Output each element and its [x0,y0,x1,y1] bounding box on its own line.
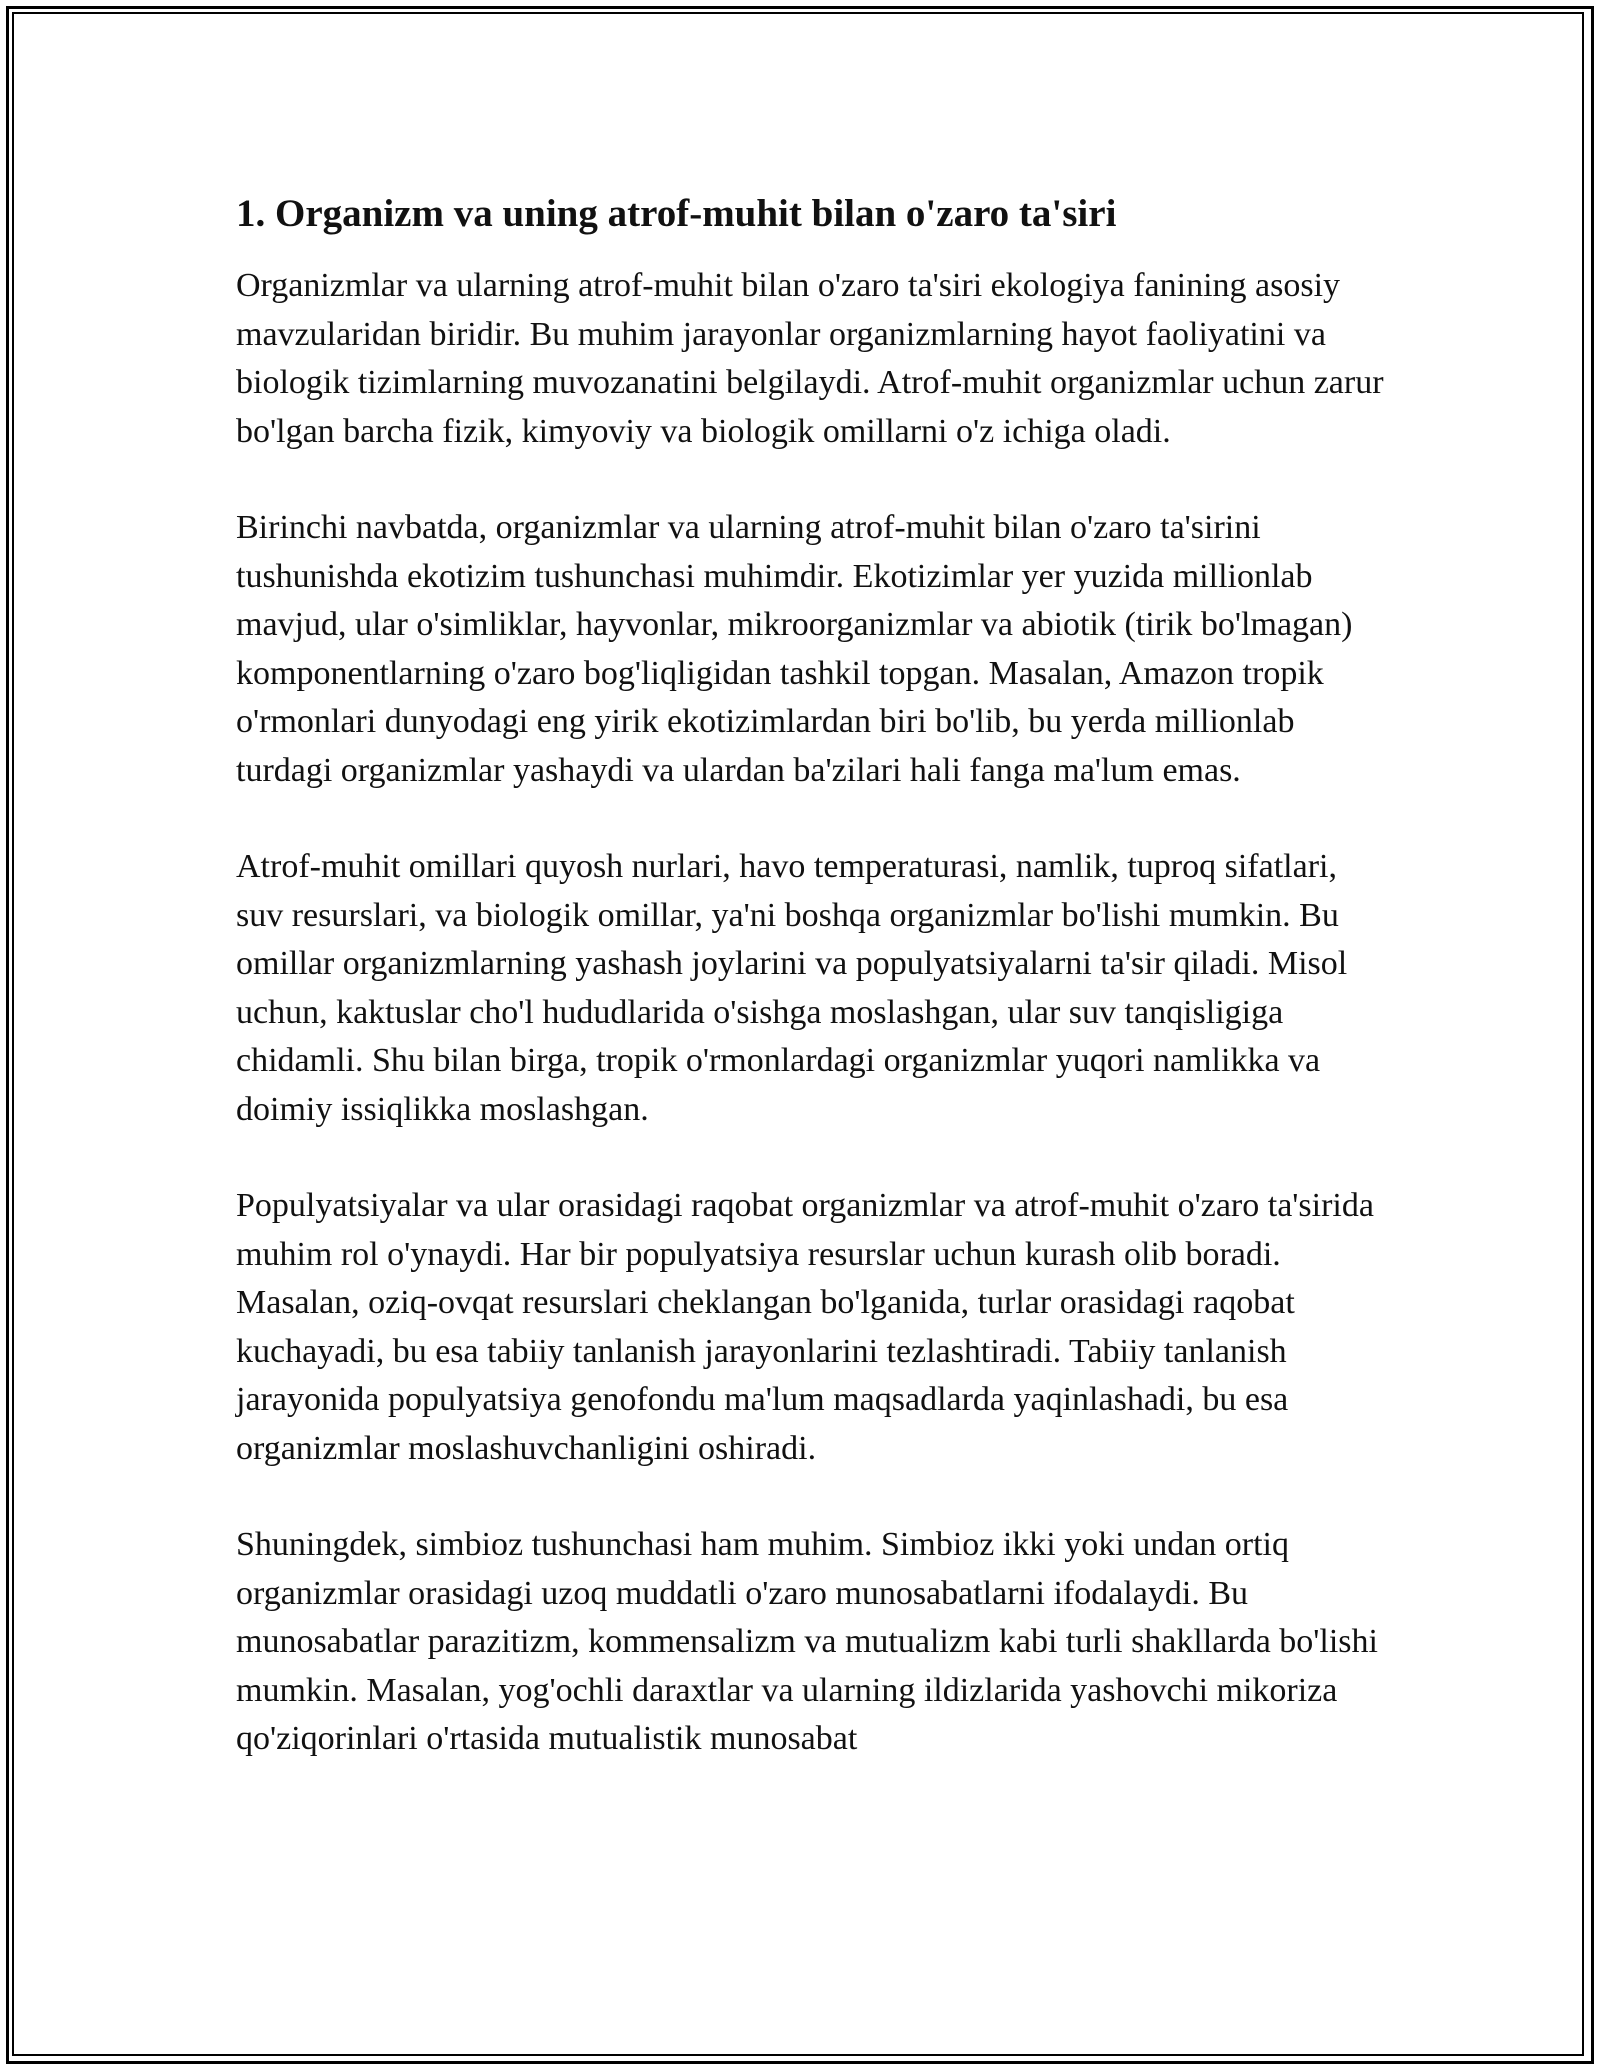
paragraph-2: Birinchi navbatda, organizmlar va ularning atrof-muhit bilan o'zaro ta'sirini tushunishda ekotizim tushunchasi muhimdir. Ekotizimlar yer yuzida millionlab mavjud, ular o'simliklar, hayvonlar, mikroorganizmlar va abiotik (tirik bo'lmagan) komponentlarning o'zaro bog'liqligidan tashkil topgan. Masalan, Amazon tropik o'rmonlari dunyodagi eng yirik ekotizimlardan biri bo'lib, bu yerda millionlab turdagi organizmlar yashaydi va ulardan ba'zilari hali fanga ma'lum emas. [236,509,1353,789]
document-body [236,186,1386,1812]
paragraph-3: Atrof-muhit omillari quyosh nurlari, havo temperaturasi, namlik, tuproq sifatlari, suv resurslari, va biologik omillar, ya'ni boshqa organizmlar bo'lishi mumkin. Bu omillar organizmlarning yashash joylarini va populyatsiyalarni ta'sir qiladi. Misol uchun, kaktuslar cho'l hududlarida o'sishga moslashgan, ular suv tanqisligiga chidamli. Shu bilan birga, tropik o'rmonlardagi organizmlar yuqori namlikka va doimiy issiqlikka moslashgan. [236,848,1348,1128]
section-heading: 1. Organizm va uning atrof-muhit bilan o'zaro ta'siri [236,192,1117,235]
paragraph-1: Organizmlar va ularning atrof-muhit bilan o'zaro ta'siri ekologiya fanining asosiy mavzularidan biridir. Bu muhim jarayonlar organizmlarning hayot faoliyatini va biologik tizimlarning muvozanatini belgilaydi. Atrof-muhit organizmlar uchun zarur bo'lgan barcha fizik, kimyoviy va biologik omillarni o'z ichiga oladi. [236,267,1384,450]
paragraph-5: Shuningdek, simbioz tushunchasi ham muhim. Simbioz ikki yoki undan ortiq organizmlar orasidagi uzoq muddatli o'zaro munosabatlarni ifodalaydi. Bu munosabatlar parazitizm, kommensalizm va mutualizm kabi turli shakllarda bo'lishi mumkin. Masalan, yog'ochli daraxtlar va ularning ildizlarida yashovchi mikoriza qo'ziqorinlari o'rtasida mutualistik munosabat [236,1526,1378,1757]
paragraph-4: Populyatsiyalar va ular orasidagi raqobat organizmlar va atrof-muhit o'zaro ta'sirida muhim rol o'ynaydi. Har bir populyatsiya resurslar uchun kurash olib boradi. Masalan, oziq-ovqat resurslari cheklangan bo'lganida, turlar orasidagi raqobat kuchayadi, bu esa tabiiy tanlanish jarayonlarini tezlashtiradi. Tabiiy tanlanish jarayonida populyatsiya genofondu ma'lum maqsadlarda yaqinlashadi, bu esa organizmlar moslashuvchanligini oshiradi. [236,1187,1374,1467]
